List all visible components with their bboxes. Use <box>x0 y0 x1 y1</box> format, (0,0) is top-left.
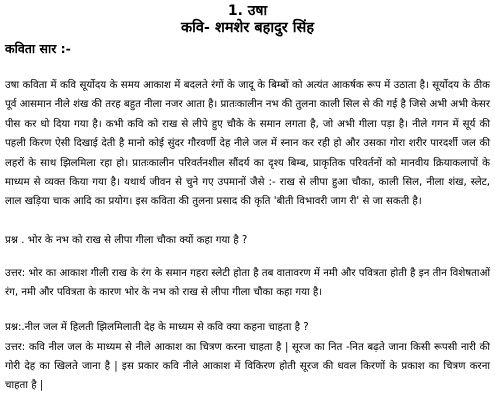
question-2: प्रश्न:.नील जल में हिलती झिलमिलाती देह के माध्यम से कवि क्या कहना चाहता है ? <box>5 322 309 333</box>
answer-2: उत्तर: कवि नील जल के माध्यम से नीले आकाश का चित्रण करना चाहता है | सूरज का नित -नित बढ़ते जाना किसी रूपसी नारी की गोरी देह का खिलते जाना है | इस प्रकार कवि नीले आकाश में विकिरण होती सूरज की धवल किरणों के प्रकाश का चित्रण करना चाहता है | <box>5 342 490 391</box>
answer-1: उत्तर: भोर का आकाश गीली राख के रंग के समान गहरा स्लेटी होता है तब वातावरण में नमी और पवित्रता होती है इन तीन विशेषताओं रंग, नमी और पवित्रता के कारण भोर के नभ को राख से लीपा गीला चौका कहा गया है। <box>5 268 490 299</box>
author-line: कवि- शमशेर बहादुर सिंह <box>180 20 315 36</box>
summary-paragraph: उषा कविता में कवि सूर्योदय के समय आकाश में बदलते रंगों के जादू के बिम्बों को अत्यंत आकर्षक रूप में उठाता है। सूर्योदय के ठीक पूर्व आसमान नीले शंख की तरह बहुत नीला नजर आता है। प्रातःकालीन नभ की तुलना काली सिल से की गई है जिसे अभी अभी केसर पीस कर धो दिया गया है। कभी कवि को राख से लीपे हुए चौके के समान लगता है, जो अभी गीला पड़ा है। नीले गगन में सूर्य की पहली किरण ऐसी दिखाई देती है मानो कोई सुंदर गौरवर्णी देह नीले जल में स्नान कर रही हो और उसका गोरा शरीर पारदर्शी जल की लहरों के साथ झिलमिला रहा हो। प्रातःकालीन परिवर्तनशील सौंदर्य का दृश्य बिम्ब, प्राकृतिक परिवर्तनों को मानवीय क्रियाकलापों के माध्यम से व्यक्त किया गया है। यथार्थ जीवन से चुने गए उपमानों जैसे :- राख से लीपा हुआ चौका, काली सिल, नीला शंख, स्लेट, लाल खड़िया चाक आदि का प्रयोग। इस कविता की तुलना प्रसाद की कृति 'बीती विभावरी जाग री' से जा सकती है। <box>5 80 490 208</box>
chapter-title: 1. उषा <box>227 3 268 19</box>
summary-heading: कविता सार :- <box>5 41 71 56</box>
question-1: प्रश्न . भोर के नभ को राख से लीपा गीला चौका क्यों कहा गया है ? <box>5 235 248 246</box>
